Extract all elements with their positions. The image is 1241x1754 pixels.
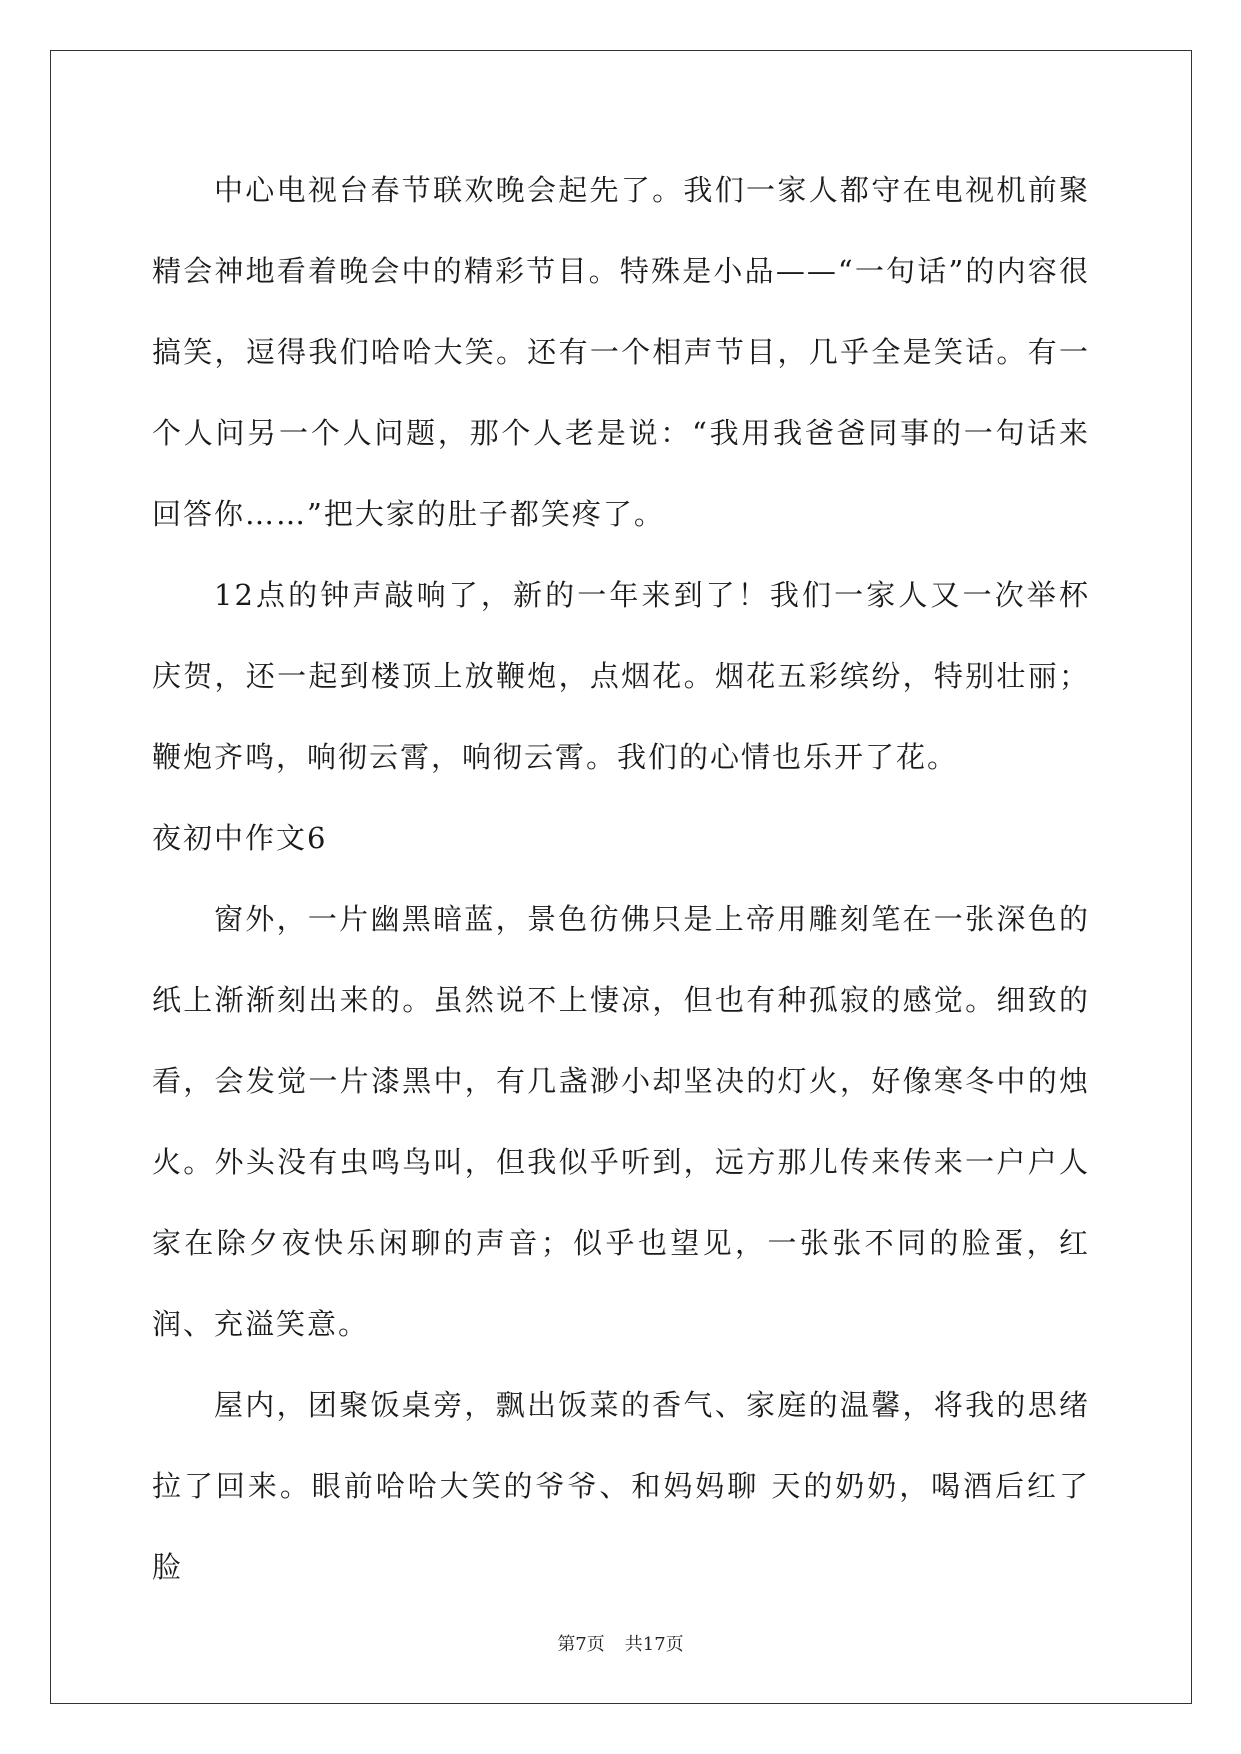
document-body (152, 150, 1090, 1608)
page-number: 第7页 (557, 1634, 605, 1655)
paragraph-3: 窗外，一片幽黑暗蓝，景色彷佛只是上帝用雕刻笔在一张深色的纸上渐渐刻出来的。虽然说不上悽凉，但也有种孤寂的感觉。细致的看，会发觉一片漆黑中，有几盏渺小却坚决的灯火，好像寒冬中的烛火。外头没有虫鸣鸟叫，但我似乎听到，远方那儿传来传来一户户人家在除夕夜快乐闲聊的声音；似乎也望见，一张张不同的脸蛋，红润、充溢笑意。 (152, 902, 1090, 1341)
paragraph-1: 中心电视台春节联欢晚会起先了。我们一家人都守在电视机前聚精会神地看着晚会中的精彩节目。特殊是小品——“一句话”的内容很搞笑，逗得我们哈哈大笑。还有一个相声节目，几乎全是笑话。有一个人问另一个人问题，那个人老是说：“我用我爸爸同事的一句话来回答你……”把大家的肚子都笑疼了。 (152, 173, 1090, 531)
page-footer (0, 1630, 1241, 1656)
paragraph-4: 屋内，团聚饭桌旁，飘出饭菜的香气、家庭的温馨，将我的思绪拉了回来。眼前哈哈大笑的爷爷、和妈妈聊 天的奶奶，喝酒后红了脸 (152, 1388, 1090, 1584)
page-total: 共17页 (624, 1634, 684, 1655)
paragraph-2: 12点的钟声敲响了，新的一年来到了！我们一家人又一次举杯庆贺，还一起到楼顶上放鞭炮，点烟花。烟花五彩缤纷，特别壮丽；鞭炮齐鸣，响彻云霄，响彻云霄。我们的心情也乐开了花。 (152, 578, 1090, 774)
section-heading: 夜初中作文6 (152, 821, 328, 855)
